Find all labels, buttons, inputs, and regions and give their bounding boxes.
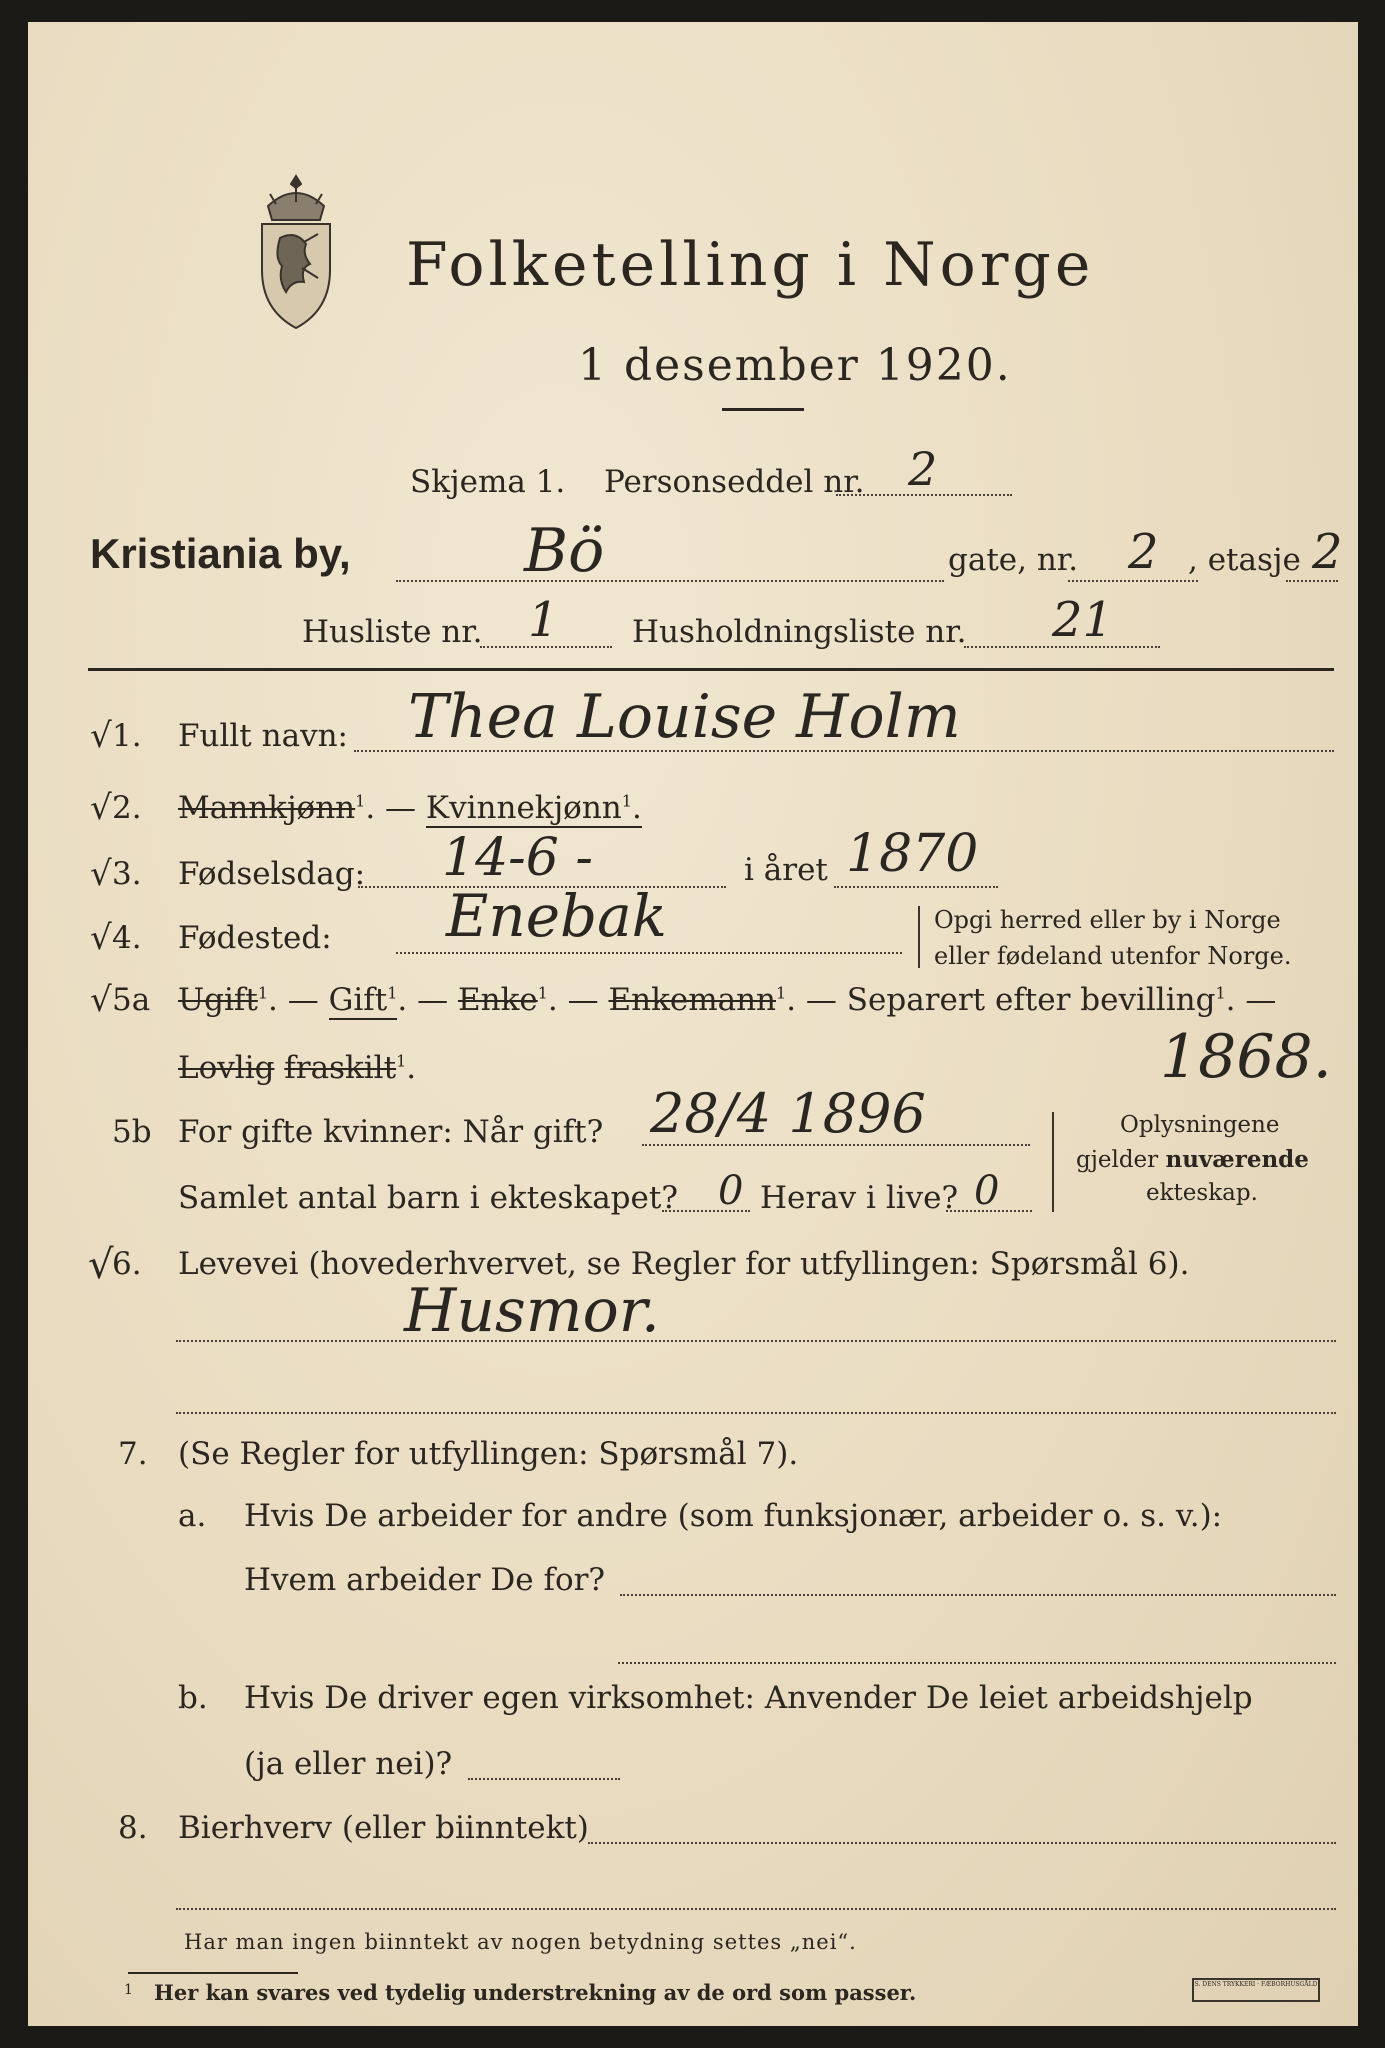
q8-answer-line[interactable] — [588, 1842, 1336, 1844]
q2-female-suffix: . — [631, 790, 642, 826]
section-divider — [88, 668, 1334, 671]
q5b-note-line3: ekteskap. — [1146, 1180, 1258, 1206]
q5a-gift-option[interactable] — [329, 982, 398, 1020]
q2-sex-options — [178, 790, 642, 826]
q5a-separator: . — — [268, 982, 319, 1018]
q7a-text: Hvis De arbeider for andre (som funksjonær, arbeider o. s. v.): — [244, 1498, 1223, 1534]
city-label: Kristiania by, — [90, 530, 351, 577]
q5b-children-label: Samlet antal barn i ekteskapet? — [178, 1180, 678, 1216]
q3-check: √ — [90, 854, 112, 894]
q5b-note-line2a: gjelder — [1076, 1147, 1159, 1173]
q7b-letter: b. — [178, 1680, 208, 1716]
q5a-gift-label: Gift — [328, 982, 388, 1018]
q5a-enkemann-option[interactable]: Enkemann — [608, 982, 777, 1018]
q2-separator: . — — [365, 790, 417, 826]
q8-number: 8. — [118, 1810, 148, 1846]
street-value[interactable]: Bö — [524, 516, 605, 586]
etasje-label: , etasje — [1188, 542, 1301, 578]
footnote-marker: 1 — [124, 1982, 133, 1998]
q4-number: 4. — [112, 920, 142, 956]
q5a-separator: . — — [1225, 982, 1277, 1018]
q6-occupation-value[interactable]: Husmor. — [404, 1276, 660, 1346]
q5b-note-line2 — [1076, 1146, 1309, 1173]
footnote-ref: 1 — [621, 791, 632, 811]
q5a-ugift-option[interactable]: Ugift — [178, 982, 258, 1018]
husholdningsliste-label: Husholdningsliste nr. — [632, 614, 967, 650]
husliste-label: Husliste nr. — [302, 614, 483, 650]
form-title: Folketelling i Norge — [406, 230, 1095, 300]
q3-year-label: i året — [744, 852, 828, 888]
q7a-answer-line[interactable] — [620, 1594, 1336, 1596]
q5a-separator: . — — [397, 982, 449, 1018]
gate-nr-value[interactable]: 2 — [1128, 524, 1159, 580]
q7b-text: Hvis De driver egen virksomhet: Anvender De leiet arbeidshjelp — [244, 1680, 1253, 1716]
q5a-fraskilt-option[interactable]: fraskilt — [284, 1050, 397, 1086]
title-divider — [722, 408, 804, 411]
q4-note-line1: Opgi herred eller by i Norge — [934, 906, 1281, 934]
q3-birthday-value[interactable]: 14-6 - — [442, 828, 593, 888]
q5b-alive-value[interactable]: 0 — [974, 1168, 1000, 1214]
q5a-number: 5a — [112, 982, 151, 1018]
q7b-answer-line[interactable] — [468, 1778, 620, 1780]
gate-label: gate, nr. — [948, 542, 1079, 578]
q6-check: √ — [88, 1242, 114, 1288]
q7b-question: (ja eller nei)? — [244, 1746, 453, 1782]
footnote-ref: 1 — [396, 1051, 407, 1071]
personseddel-label: Personseddel nr. — [604, 464, 865, 500]
q4-check: √ — [90, 918, 112, 958]
skjema-label: Skjema 1. — [410, 464, 566, 500]
q5a-lovlig-option[interactable]: Lovlig — [178, 1050, 275, 1086]
q5b-children-value[interactable]: 0 — [718, 1168, 744, 1214]
printer-stamp-text: S. DENS TRYKKERI · FÆBORHUSGÅLD — [1194, 1981, 1318, 1988]
q2-female-option[interactable] — [426, 790, 642, 828]
q2-female-label: Kvinnekjønn — [425, 790, 622, 826]
q5a-enke-option[interactable]: Enke — [457, 982, 538, 1018]
footnote-ref: 1 — [776, 983, 787, 1003]
q8-note: Har man ingen biinntekt av nogen betydning settes „nei“. — [184, 1930, 857, 1954]
census-date: 1 desember 1920. — [578, 340, 1012, 391]
printer-stamp — [1192, 1978, 1320, 2002]
husholdningsliste-value[interactable]: 21 — [1052, 592, 1114, 648]
q5b-alive-label: Herav i live? — [760, 1180, 959, 1216]
q5b-note-line1: Oplysningene — [1120, 1112, 1280, 1138]
q5a-check: √ — [90, 980, 112, 1020]
q6-number: 6. — [112, 1246, 142, 1282]
etasje-value[interactable]: 2 — [1312, 524, 1343, 580]
q5a-fraskilt-end: . — [406, 1050, 417, 1086]
q5b-married-label: For gifte kvinner: Når gift? — [178, 1114, 604, 1150]
husliste-value[interactable]: 1 — [528, 592, 559, 648]
q2-male-option[interactable]: Mannkjønn — [178, 790, 356, 826]
q3-number: 3. — [112, 856, 142, 892]
q5a-line2 — [178, 1050, 416, 1086]
q7-label: (Se Regler for utfyllingen: Spørsmål 7). — [178, 1436, 799, 1472]
q4-note-line2: eller fødeland utenfor Norge. — [934, 942, 1292, 970]
q5b-note-emphasis: nuværende — [1165, 1146, 1309, 1173]
q2-check: √ — [90, 788, 112, 828]
footnote-ref: 1 — [387, 983, 398, 1003]
footnote-divider — [128, 1972, 298, 1974]
footnote-ref: 1 — [355, 791, 366, 811]
q6-label: Levevei (hovederhvervet, se Regler for utfyllingen: Spørsmål 6). — [178, 1246, 1190, 1282]
q4-birthplace-value[interactable]: Enebak — [446, 882, 667, 950]
footnote-ref: 1 — [257, 983, 269, 1003]
q3-year-value[interactable]: 1870 — [846, 824, 979, 884]
q5a-margin-note: 1868. — [1160, 1022, 1332, 1092]
q7a-letter: a. — [178, 1498, 207, 1534]
q7a-question: Hvem arbeider De for? — [244, 1562, 606, 1598]
q4-label: Fødested: — [178, 920, 332, 956]
personseddel-value[interactable]: 2 — [908, 442, 938, 496]
q5a-separert-option[interactable]: . — Separert efter bevilling — [786, 982, 1216, 1018]
footnote-ref: 1 — [1215, 983, 1226, 1003]
q1-number: 1. — [112, 718, 142, 754]
q3-label: Fødselsdag: — [178, 856, 366, 892]
q1-full-name-value[interactable]: Thea Louise Holm — [408, 682, 961, 752]
q5a-marital-options — [178, 982, 1276, 1018]
q2-number: 2. — [112, 790, 142, 826]
q1-label: Fullt navn: — [178, 718, 348, 754]
norway-coat-of-arms-icon — [240, 172, 352, 332]
footnote-ref: 1 — [537, 983, 548, 1003]
q8-label: Bierhverv (eller biinntekt) — [178, 1810, 589, 1846]
census-form-page — [28, 22, 1358, 2026]
footnote-text: Her kan svares ved tydelig understrekning av de ord som passer. — [154, 1980, 917, 2005]
q1-check: √ — [90, 716, 112, 756]
q7-number: 7. — [118, 1436, 148, 1472]
q5b-number: 5b — [112, 1114, 152, 1150]
q5b-married-value[interactable]: 28/4 1896 — [650, 1082, 926, 1145]
q5a-separator: . — — [547, 982, 599, 1018]
